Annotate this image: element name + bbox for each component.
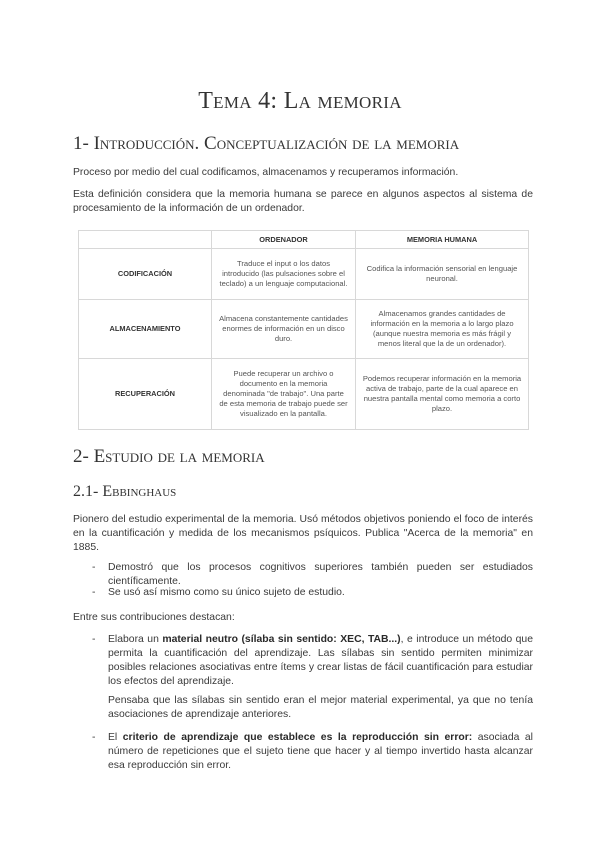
row-label-codificacion: CODIFICACIÓN [79,249,212,300]
bullet-dash: - [92,634,96,645]
contribution-item-1 [108,633,533,689]
contribution-2-text-post: asociada al número de repeticiones que el sujeto tiene que hacer y al tiempo invertido hasta alcanzar esa reproducción sin error. [108,732,533,771]
section-2-heading: 2- Estudio de la memoria [73,446,265,467]
bullet-item: Demostró que los procesos cognitivos superiores también pueden ser estudiados científicamente. [108,562,533,587]
table-header-empty [79,231,212,249]
bullet-dash: - [92,562,96,573]
contributions-intro: Entre sus contribuciones destacan: [73,612,235,623]
contribution-2-text-bold: criterio de aprendizaje que establece es la reproducción sin error: [122,732,473,743]
cell-ordenador: Traduce el input o los datos introducido (las pulsaciones sobre el teclado) a un lenguaje computacional. [212,249,356,300]
section-1-heading: 1- Introducción. Conceptualización de la memoria [73,133,460,154]
cell-memoria-humana: Podemos recuperar información en la memoria activa de trabajo, parte de la cual aparece en nuestra pantalla mental como memoria a corto plazo. [356,359,529,430]
cell-memoria-humana: Codifica la información sensorial en lenguaje neuronal. [356,249,529,300]
table-header-memoria-humana: MEMORIA HUMANA [356,231,529,249]
section-1-paragraph-1: Proceso por medio del cual codificamos, almacenamos y recuperamos información. [73,167,459,178]
contribution-1-text-bold: material neutro (sílaba sin sentido: XEC, TAB...) [162,634,401,645]
ebbinghaus-paragraph: Pionero del estudio experimental de la memoria. Usó métodos objetivos poniendo el foco de interés en la cuantificación y medida de los mecanismos psíquicos. Publica "Acerca de la memoria" en 1885. [73,514,533,553]
table-row [79,359,529,430]
contribution-1-text-pre: Elabora un [108,634,163,645]
cell-ordenador: Puede recuperar un archivo o documento en la memoria denominada "de trabajo". Una parte de esta memoria de trabajo puede ser visualizado en la pantalla. [212,359,356,430]
table-header-row [79,231,529,249]
contribution-1-note: Pensaba que las sílabas sin sentido eran el mejor material experimental, ya que no tenía asociaciones de aprendizaje anteriores. [108,695,533,720]
page-title: Tema 4: La memoria [198,88,402,114]
section-2-1-heading: 2.1- Ebbinghaus [73,483,177,500]
table-row [79,300,529,359]
contribution-2-text-pre: El [108,732,123,743]
contribution-1-text-post: , e introduce un método que permita la cuantificación del aprendizaje. Las sílabas sin sentido permiten minimizar posibles relaciones asociativas entre ítems y crear listas de fácil cuantificación para estudiar los efectos del aprendizaje. [108,634,533,687]
row-label-recuperacion: RECUPERACIÓN [79,359,212,430]
cell-ordenador: Almacena constantemente cantidades enormes de información en un disco duro. [212,300,356,359]
contribution-item-2 [108,731,533,773]
comparison-table [78,230,529,430]
row-label-almacenamiento: ALMACENAMIENTO [79,300,212,359]
bullet-dash: - [92,732,96,743]
cell-memoria-humana: Almacenamos grandes cantidades de información en la memoria a lo largo plazo (aunque nuestra memoria es más frágil y menos literal que la de un ordenador). [356,300,529,359]
section-1-paragraph-2: Esta definición considera que la memoria humana se parece en algunos aspectos al sistema de procesamiento de la información de un ordenador. [73,189,533,214]
table-header-ordenador: ORDENADOR [212,231,356,249]
table-row [79,249,529,300]
bullet-dash: - [92,587,96,598]
bullet-item: Se usó así mismo como su único sujeto de estudio. [108,587,345,598]
